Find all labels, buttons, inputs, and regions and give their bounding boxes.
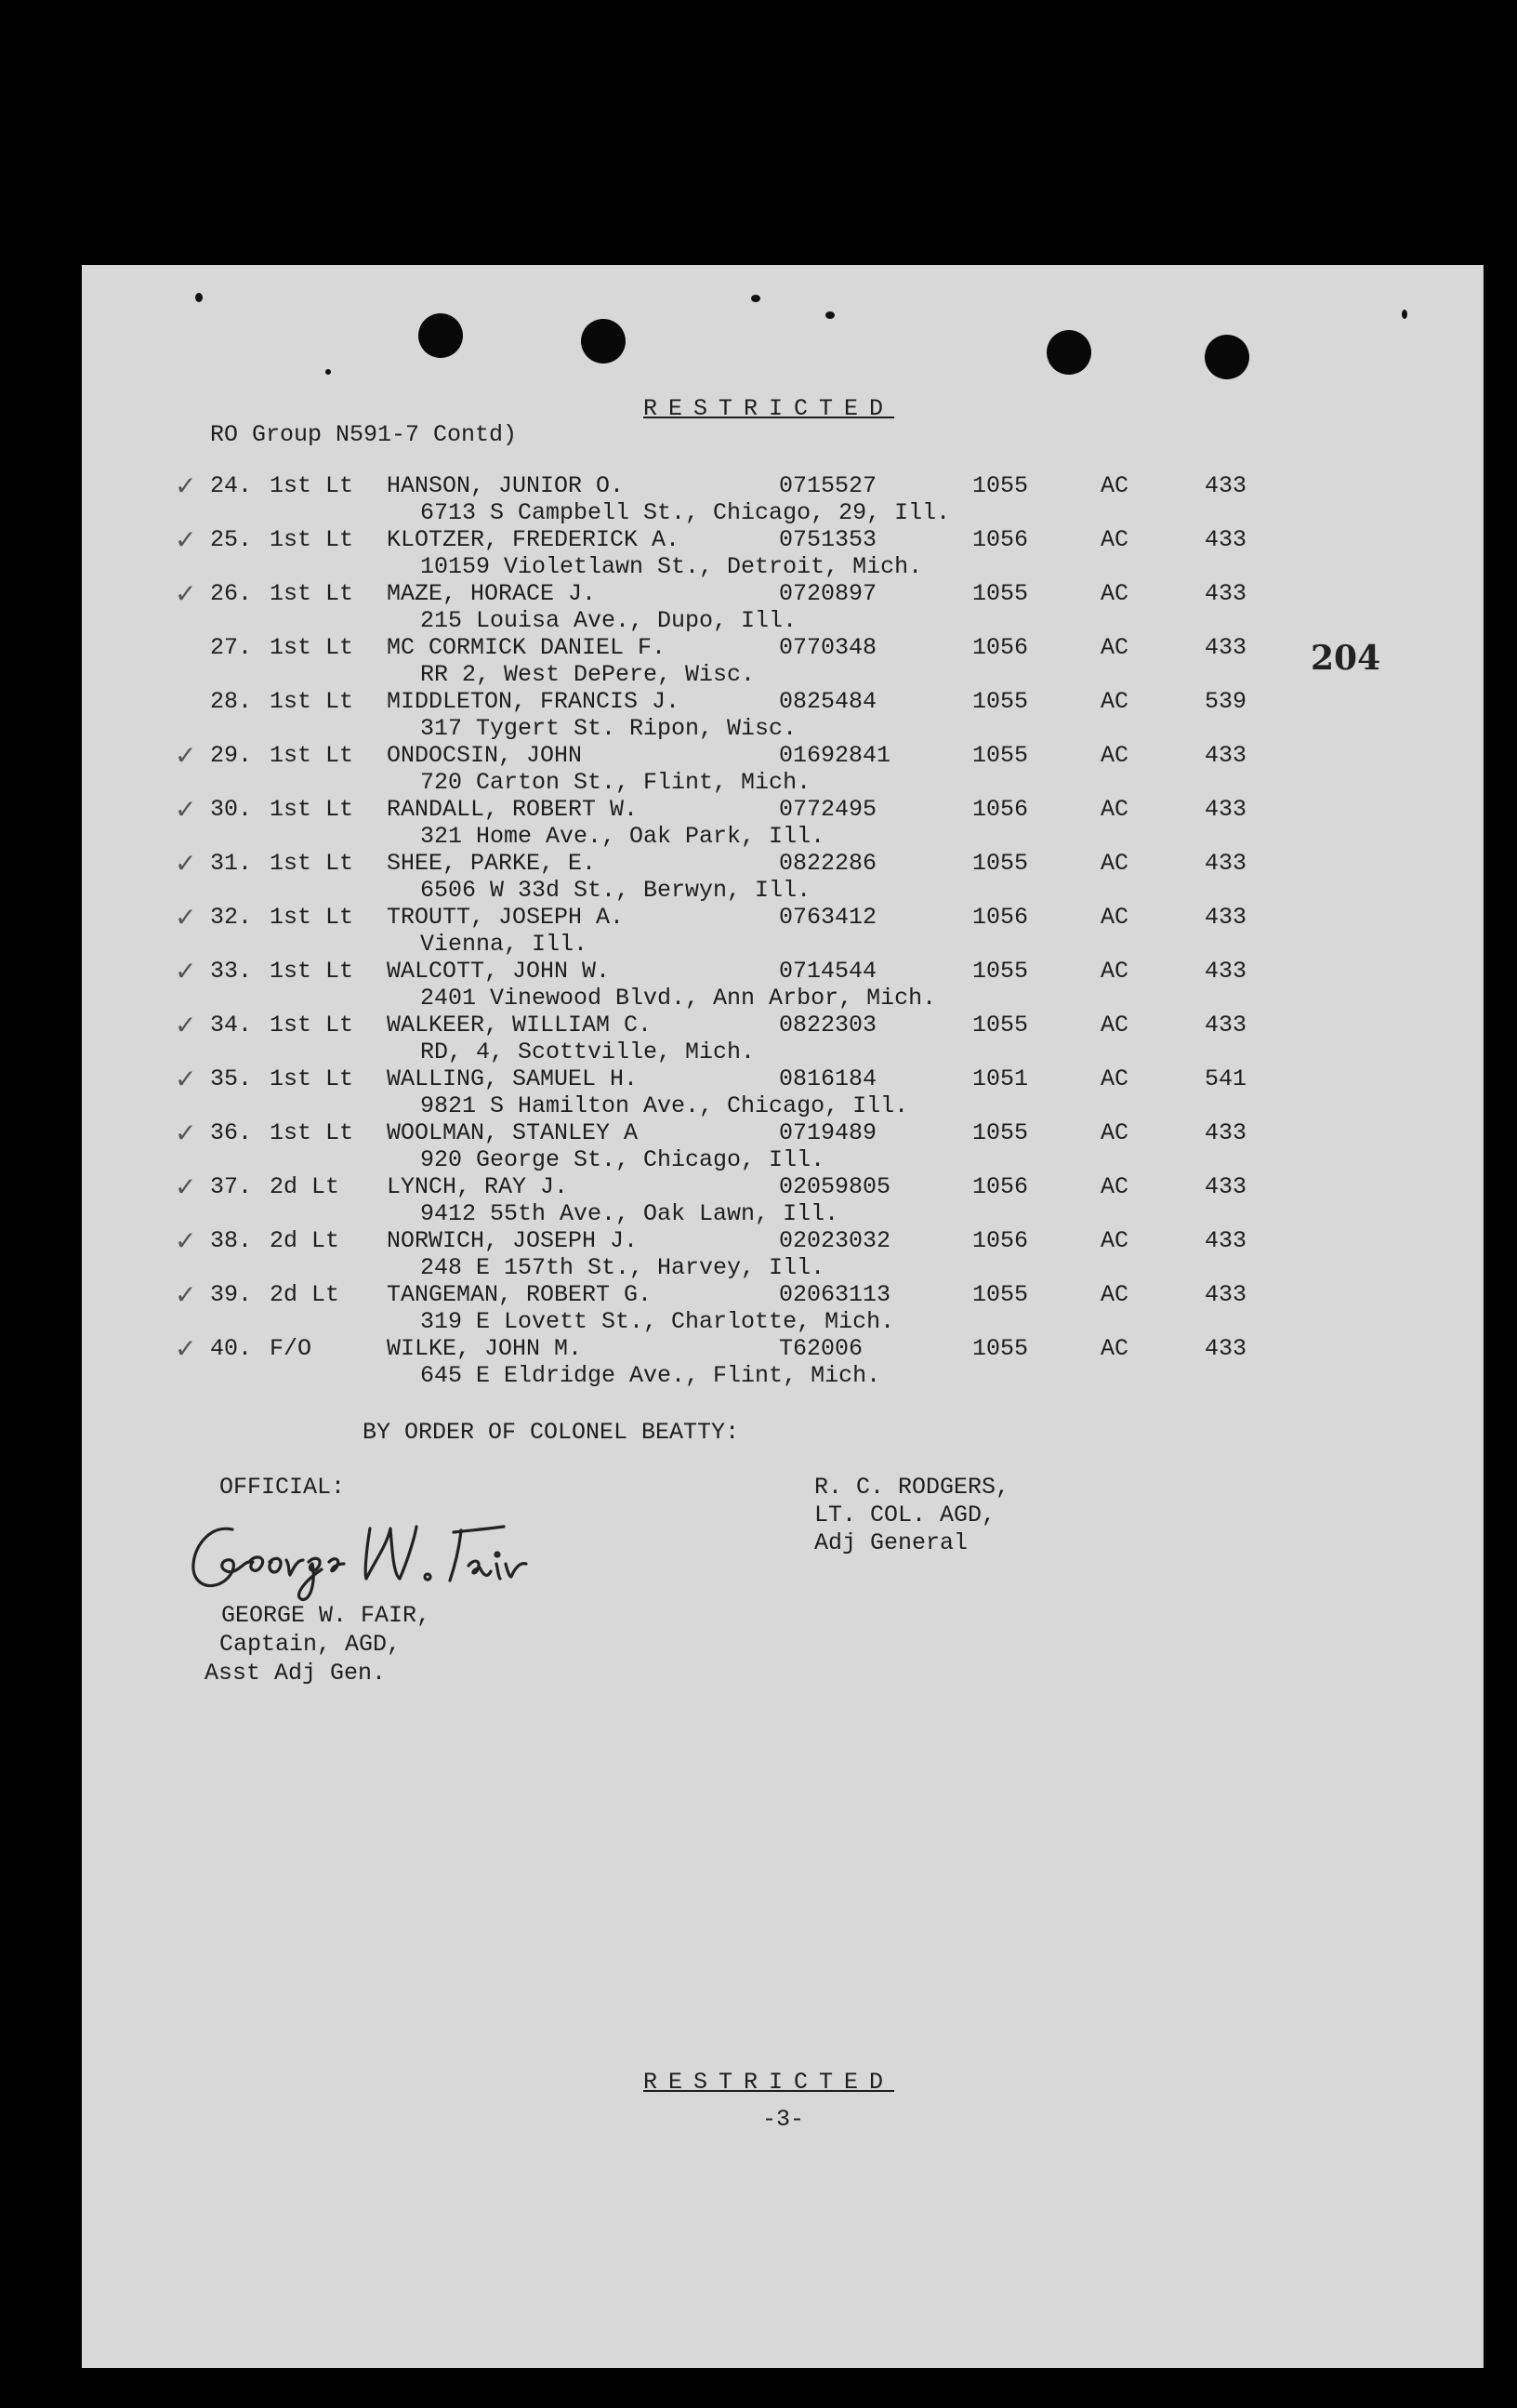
entry-name: TANGEMAN, ROBERT G. xyxy=(387,1281,653,1308)
entry-code: 1055 xyxy=(972,850,1029,877)
entry-rank: 1st Lt xyxy=(270,904,354,931)
entry-number: 31. xyxy=(210,850,253,877)
dust-speck xyxy=(195,293,203,302)
entry-unit: 433 xyxy=(1205,634,1247,661)
handwritten-signature xyxy=(184,1506,537,1608)
signer-left-name: GEORGE W. FAIR, xyxy=(221,1602,431,1629)
entry-address: 6713 S Campbell St., Chicago, 29, Ill. xyxy=(420,499,951,526)
entry-branch: AC xyxy=(1101,688,1129,715)
entry-serial: 0770348 xyxy=(779,634,877,661)
punch-hole xyxy=(418,313,463,358)
roster-entry xyxy=(82,958,1484,1012)
punch-hole xyxy=(581,319,626,364)
dust-speck xyxy=(751,295,760,302)
entry-address: 317 Tygert St. Ripon, Wisc. xyxy=(420,715,798,742)
entry-rank: 1st Lt xyxy=(270,742,354,769)
entry-unit: 433 xyxy=(1205,1012,1247,1039)
entry-unit: 433 xyxy=(1205,1173,1247,1200)
entry-code: 1055 xyxy=(972,1335,1029,1362)
entry-unit: 433 xyxy=(1205,1227,1247,1254)
entry-serial: 0719489 xyxy=(779,1119,877,1146)
entry-address: 248 E 157th St., Harvey, Ill. xyxy=(420,1254,825,1281)
entry-name: SHEE, PARKE, E. xyxy=(387,850,597,877)
entry-serial: 0822303 xyxy=(779,1012,877,1039)
entry-branch: AC xyxy=(1101,1065,1129,1092)
entry-rank: 1st Lt xyxy=(270,472,354,499)
entry-unit: 433 xyxy=(1205,1281,1247,1308)
entry-unit: 433 xyxy=(1205,742,1247,769)
entry-number: 34. xyxy=(210,1012,253,1039)
check-mark-icon: ✓ xyxy=(175,956,197,986)
roster-entry xyxy=(82,580,1484,634)
check-mark-icon: ✓ xyxy=(175,1333,197,1364)
entry-name: WALCOTT, JOHN W. xyxy=(387,958,611,985)
entry-unit: 433 xyxy=(1205,796,1247,823)
entry-serial: T62006 xyxy=(779,1335,864,1362)
entry-number: 29. xyxy=(210,742,253,769)
check-mark-icon: ✓ xyxy=(175,470,197,501)
entry-unit: 433 xyxy=(1205,472,1247,499)
entry-code: 1055 xyxy=(972,1281,1029,1308)
entry-number: 39. xyxy=(210,1281,253,1308)
entry-rank: F/O xyxy=(270,1335,312,1362)
entry-address: 321 Home Ave., Oak Park, Ill. xyxy=(420,823,825,850)
roster-entry xyxy=(82,1012,1484,1065)
signer-right-name: R. C. RODGERS, xyxy=(814,1474,1010,1501)
roster-entry xyxy=(82,904,1484,958)
group-reference: RO Group N591-7 Contd) xyxy=(210,421,518,448)
entry-serial: 0751353 xyxy=(779,526,877,553)
entry-number: 37. xyxy=(210,1173,253,1200)
entry-address: 9821 S Hamilton Ave., Chicago, Ill. xyxy=(420,1092,909,1119)
check-mark-icon: ✓ xyxy=(175,1010,197,1040)
entry-code: 1056 xyxy=(972,1173,1029,1200)
entry-branch: AC xyxy=(1101,1227,1129,1254)
entry-address: 10159 Violetlawn St., Detroit, Mich. xyxy=(420,553,923,580)
entry-address: 920 George St., Chicago, Ill. xyxy=(420,1146,825,1173)
entry-number: 33. xyxy=(210,958,253,985)
entry-number: 32. xyxy=(210,904,253,931)
check-mark-icon: ✓ xyxy=(175,1225,197,1256)
check-mark-icon: ✓ xyxy=(175,902,197,933)
entry-code: 1056 xyxy=(972,526,1029,553)
page-number: -3- xyxy=(762,2106,805,2133)
signer-left-rank: Captain, AGD, xyxy=(219,1631,402,1658)
entry-branch: AC xyxy=(1101,742,1129,769)
entry-number: 35. xyxy=(210,1065,253,1092)
entry-rank: 2d Lt xyxy=(270,1173,340,1200)
entry-rank: 1st Lt xyxy=(270,688,354,715)
entry-address: 319 E Lovett St., Charlotte, Mich. xyxy=(420,1308,895,1335)
entry-code: 1056 xyxy=(972,1227,1029,1254)
entry-rank: 1st Lt xyxy=(270,1012,354,1039)
entry-name: MAZE, HORACE J. xyxy=(387,580,597,607)
entry-code: 1055 xyxy=(972,1119,1029,1146)
entry-number: 40. xyxy=(210,1335,253,1362)
entry-rank: 2d Lt xyxy=(270,1227,340,1254)
check-mark-icon: ✓ xyxy=(175,740,197,771)
check-mark-icon: ✓ xyxy=(175,794,197,825)
entry-name: MIDDLETON, FRANCIS J. xyxy=(387,688,680,715)
entry-name: LYNCH, RAY J. xyxy=(387,1173,569,1200)
entry-address: 645 E Eldridge Ave., Flint, Mich. xyxy=(420,1362,881,1389)
entry-number: 36. xyxy=(210,1119,253,1146)
entry-serial: 02023032 xyxy=(779,1227,891,1254)
entry-name: WALLING, SAMUEL H. xyxy=(387,1065,639,1092)
entry-unit: 433 xyxy=(1205,580,1247,607)
entry-name: KLOTZER, FREDERICK A. xyxy=(387,526,680,553)
entry-serial: 0772495 xyxy=(779,796,877,823)
entry-address: Vienna, Ill. xyxy=(420,931,588,958)
entry-branch: AC xyxy=(1101,1281,1129,1308)
entry-unit: 539 xyxy=(1205,688,1247,715)
signer-left-title: Asst Adj Gen. xyxy=(204,1660,387,1687)
entry-number: 24. xyxy=(210,472,253,499)
roster-entry xyxy=(82,1227,1484,1281)
check-mark-icon: ✓ xyxy=(175,848,197,879)
entry-code: 1051 xyxy=(972,1065,1029,1092)
entry-code: 1056 xyxy=(972,796,1029,823)
entry-unit: 433 xyxy=(1205,526,1247,553)
entry-branch: AC xyxy=(1101,526,1129,553)
punch-hole xyxy=(1205,335,1249,379)
check-mark-icon: ✓ xyxy=(175,524,197,555)
entry-rank: 1st Lt xyxy=(270,526,354,553)
signer-right-title: Adj General xyxy=(814,1529,969,1556)
entry-rank: 1st Lt xyxy=(270,1119,354,1146)
entry-code: 1055 xyxy=(972,742,1029,769)
entry-rank: 1st Lt xyxy=(270,580,354,607)
classification-header: RESTRICTED xyxy=(643,395,895,422)
entry-code: 1056 xyxy=(972,634,1029,661)
entry-branch: AC xyxy=(1101,958,1129,985)
entry-name: NORWICH, JOSEPH J. xyxy=(387,1227,639,1254)
entry-number: 26. xyxy=(210,580,253,607)
entry-serial: 0714544 xyxy=(779,958,877,985)
entry-branch: AC xyxy=(1101,1335,1129,1362)
entry-name: ONDOCSIN, JOHN xyxy=(387,742,583,769)
entry-address: 2401 Vinewood Blvd., Ann Arbor, Mich. xyxy=(420,985,937,1012)
roster-entry xyxy=(82,526,1484,580)
entry-unit: 541 xyxy=(1205,1065,1247,1092)
check-mark-icon: ✓ xyxy=(175,1171,197,1202)
dust-speck xyxy=(825,311,835,319)
entry-serial: 0763412 xyxy=(779,904,877,931)
entry-code: 1055 xyxy=(972,580,1029,607)
roster-entry xyxy=(82,1335,1484,1389)
roster-entry xyxy=(82,1281,1484,1335)
roster-entry xyxy=(82,634,1484,688)
entry-address: 720 Carton St., Flint, Mich. xyxy=(420,769,811,796)
entry-rank: 1st Lt xyxy=(270,634,354,661)
roster-entry xyxy=(82,472,1484,526)
entry-branch: AC xyxy=(1101,1119,1129,1146)
entry-branch: AC xyxy=(1101,472,1129,499)
entry-serial: 0816184 xyxy=(779,1065,877,1092)
entry-code: 1055 xyxy=(972,688,1029,715)
entry-branch: AC xyxy=(1101,850,1129,877)
entry-serial: 0715527 xyxy=(779,472,877,499)
by-order-line: BY ORDER OF COLONEL BEATTY: xyxy=(363,1419,740,1446)
entry-unit: 433 xyxy=(1205,1335,1247,1362)
entry-name: WILKE, JOHN M. xyxy=(387,1335,583,1362)
entry-unit: 433 xyxy=(1205,850,1247,877)
entry-name: WALKEER, WILLIAM C. xyxy=(387,1012,653,1039)
entry-number: 38. xyxy=(210,1227,253,1254)
entry-serial: 0825484 xyxy=(779,688,877,715)
entry-rank: 1st Lt xyxy=(270,1065,354,1092)
entry-branch: AC xyxy=(1101,1012,1129,1039)
entry-unit: 433 xyxy=(1205,904,1247,931)
entry-rank: 1st Lt xyxy=(270,850,354,877)
check-mark-icon: ✓ xyxy=(175,1118,197,1148)
check-mark-icon: ✓ xyxy=(175,1279,197,1310)
entry-name: HANSON, JUNIOR O. xyxy=(387,472,625,499)
entry-address: 9412 55th Ave., Oak Lawn, Ill. xyxy=(420,1200,839,1227)
dust-speck xyxy=(325,369,331,375)
roster-entry xyxy=(82,1119,1484,1173)
entry-serial: 0720897 xyxy=(779,580,877,607)
entry-name: WOOLMAN, STANLEY A xyxy=(387,1119,639,1146)
check-mark-icon: ✓ xyxy=(175,578,197,609)
entry-rank: 1st Lt xyxy=(270,796,354,823)
entry-number: 25. xyxy=(210,526,253,553)
entry-code: 1056 xyxy=(972,904,1029,931)
roster-entry xyxy=(82,688,1484,742)
roster-entry xyxy=(82,742,1484,796)
entry-serial: 02059805 xyxy=(779,1173,891,1200)
classification-footer: RESTRICTED xyxy=(643,2069,895,2096)
entry-branch: AC xyxy=(1101,634,1129,661)
entry-number: 28. xyxy=(210,688,253,715)
entry-rank: 2d Lt xyxy=(270,1281,340,1308)
entry-address: RR 2, West DePere, Wisc. xyxy=(420,661,756,688)
roster-entry xyxy=(82,796,1484,850)
margin-page-number: 204 xyxy=(1311,639,1381,678)
entry-branch: AC xyxy=(1101,1173,1129,1200)
roster-entry xyxy=(82,1173,1484,1227)
entry-serial: 01692841 xyxy=(779,742,891,769)
entry-address: RD, 4, Scottville, Mich. xyxy=(420,1039,756,1065)
entry-serial: 02063113 xyxy=(779,1281,891,1308)
entry-branch: AC xyxy=(1101,904,1129,931)
entry-code: 1055 xyxy=(972,472,1029,499)
entry-rank: 1st Lt xyxy=(270,958,354,985)
official-label: OFFICIAL: xyxy=(219,1474,346,1501)
entry-address: 6506 W 33d St., Berwyn, Ill. xyxy=(420,877,811,904)
dust-speck xyxy=(1402,310,1407,319)
entry-name: MC CORMICK DANIEL F. xyxy=(387,634,666,661)
entry-code: 1055 xyxy=(972,958,1029,985)
roster-entry xyxy=(82,850,1484,904)
entry-unit: 433 xyxy=(1205,1119,1247,1146)
entry-branch: AC xyxy=(1101,796,1129,823)
entry-serial: 0822286 xyxy=(779,850,877,877)
entry-number: 30. xyxy=(210,796,253,823)
roster-entry xyxy=(82,1065,1484,1119)
entry-code: 1055 xyxy=(972,1012,1029,1039)
punch-hole xyxy=(1047,330,1091,375)
document-page xyxy=(82,265,1484,2368)
entry-address: 215 Louisa Ave., Dupo, Ill. xyxy=(420,607,798,634)
check-mark-icon: ✓ xyxy=(175,1064,197,1094)
entry-branch: AC xyxy=(1101,580,1129,607)
entry-number: 27. xyxy=(210,634,253,661)
entry-name: RANDALL, ROBERT W. xyxy=(387,796,639,823)
entry-name: TROUTT, JOSEPH A. xyxy=(387,904,625,931)
entry-unit: 433 xyxy=(1205,958,1247,985)
signer-right-rank: LT. COL. AGD, xyxy=(814,1502,996,1528)
